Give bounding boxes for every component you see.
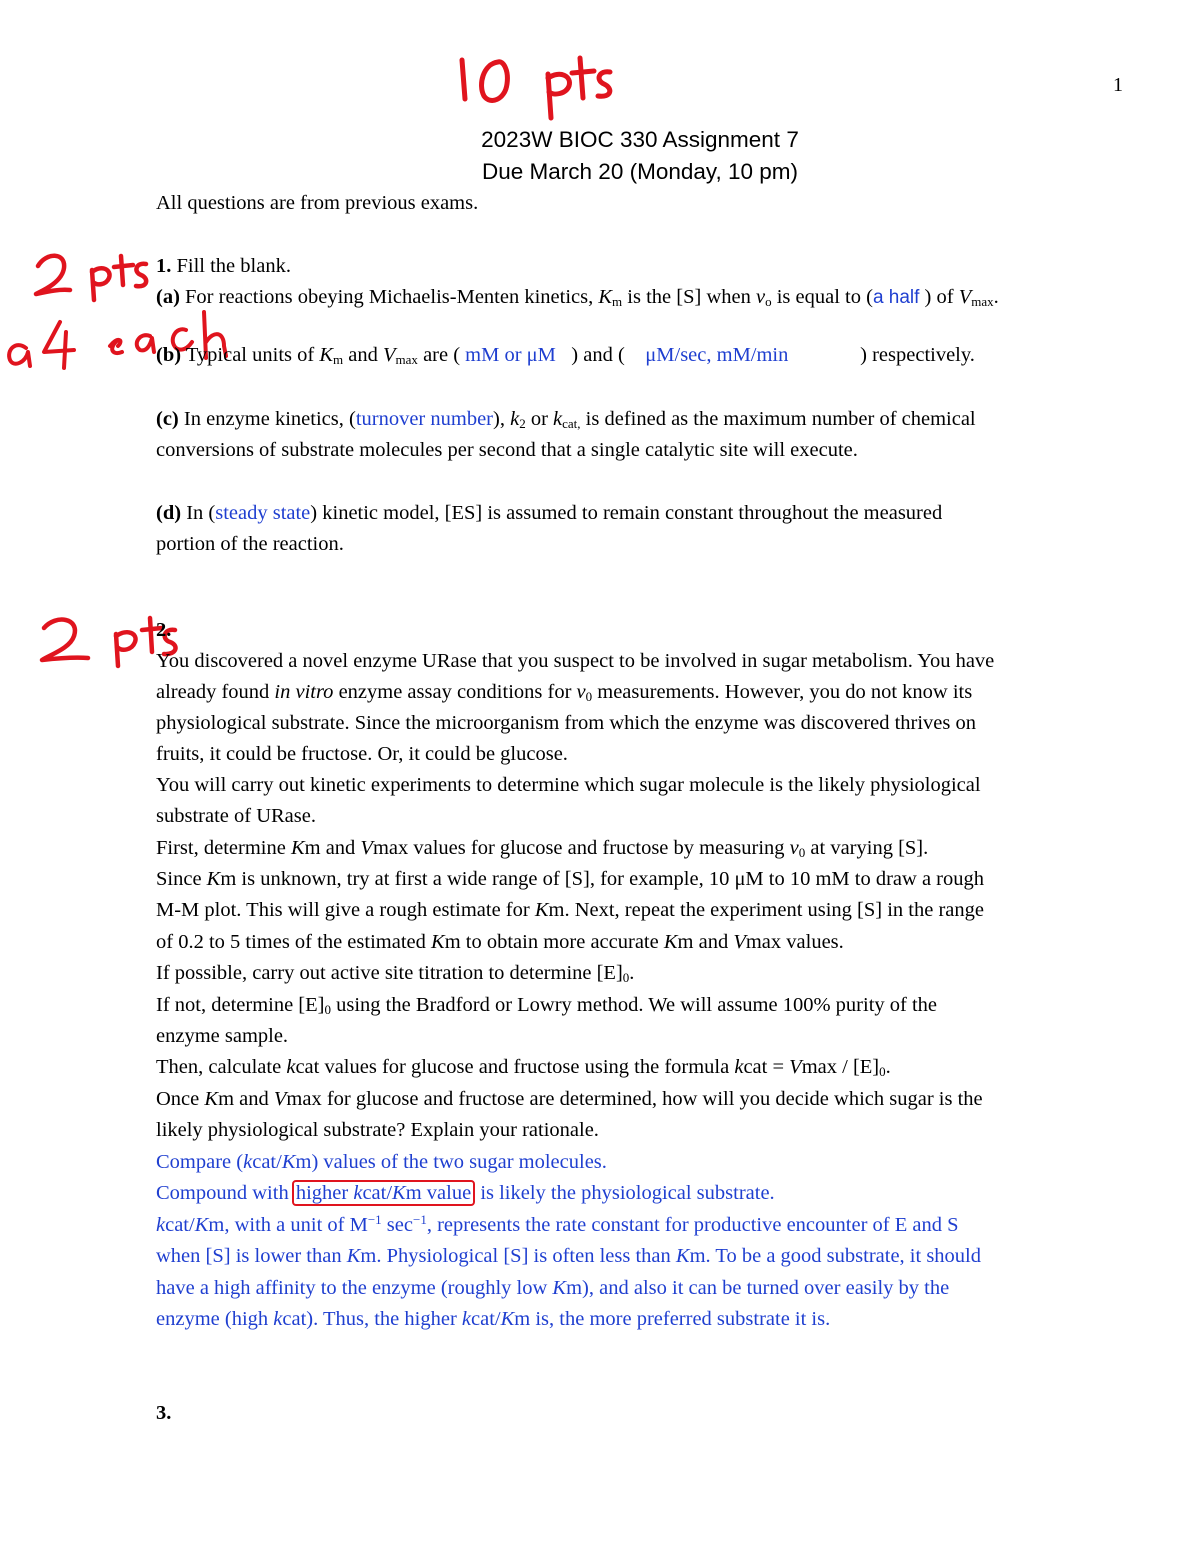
q2-answer-line-1: Compare (kcat/Km) values of the two sugar molecules.	[156, 1151, 607, 1173]
total-points-annotation	[462, 58, 610, 118]
q1-heading: 1. Fill the blank.	[156, 255, 291, 277]
q2-line-11: If possible, carry out active site titration to determine $[E]_0$.	[156, 962, 635, 985]
q1-points-annotation	[36, 256, 146, 300]
q1c-line-2: conversions of substrate molecules per second that a single catalytic site will execute.	[156, 439, 858, 461]
q1b-answer-2: μM/sec, mM/min	[645, 344, 789, 366]
q1b-line: (b) Typical units of $K_m$ and $V_{max}$ are ( mM or μM ) and ( μM/sec, mM/min ) respectively.	[156, 344, 975, 367]
q2-line-3: physiological substrate. Since the microorganism from which the enzyme was discovered thrives on	[156, 712, 976, 734]
q2-line-7: First, determine Km and Vmax values for glucose and fructose by measuring $v_0$ at varying [S].	[156, 837, 929, 860]
q2-answer-line-2: Compound with higher kcat/Km value is likely the physiological substrate.	[156, 1182, 775, 1204]
q2-line-6: substrate of URase.	[156, 805, 316, 827]
q2-line-13: enzyme sample.	[156, 1025, 289, 1047]
q2-line-4: fruits, it could be fructose. Or, it could be glucose.	[156, 743, 568, 765]
q2-number: 2.	[156, 619, 172, 641]
q1b-answer-1: mM or μM	[460, 344, 562, 366]
q2-line-16: likely physiological substrate? Explain your rationale.	[156, 1119, 599, 1141]
q2-line-14: Then, calculate kcat values for glucose and fructose using the formula kcat = Vmax / $[E]_0$.	[156, 1056, 891, 1079]
intro-text: All questions are from previous exams.	[156, 192, 479, 214]
q2-line-1: You discovered a novel enzyme URase that you suspect to be involved in sugar metabolism. You have	[156, 650, 995, 672]
q2-line-9: M-M plot. This will give a rough estimate for Km. Next, repeat the experiment using [S] in the range	[156, 899, 985, 921]
q2-line-2: already found in vitro enzyme assay conditions for $v_0$ measurements. However, you do not know its	[156, 681, 973, 704]
q2-answer-line-5: have a high affinity to the enzyme (roughly low Km), and also it can be turned over easily by the	[156, 1277, 950, 1299]
highlighted-answer-box: higher kcat/Km value	[292, 1180, 475, 1206]
q2-line-12: If not, determine $[E]_0$ using the Bradford or Lowry method. We will assume 100% purity of the	[156, 994, 938, 1017]
q1d-line-1: (d) In (steady state) kinetic model, [ES] is assumed to remain constant throughout the measured	[156, 502, 943, 524]
q2-line-8: Since Km is unknown, try at first a wide range of [S], for example, 10 μM to 10 mM to draw a rough	[156, 868, 985, 890]
q1d-answer: steady state	[215, 502, 311, 524]
q2-answer-line-4: when [S] is lower than Km. Physiological [S] is often less than Km. To be a good substrate, it should	[156, 1245, 981, 1267]
q1d-line-2: portion of the reaction.	[156, 533, 344, 555]
assignment-title: 2023W BIOC 330 Assignment 7	[481, 127, 799, 152]
q2-line-10: of 0.2 to 5 times of the estimated Km to obtain more accurate Km and Vmax values.	[156, 931, 844, 953]
q2-line-5: You will carry out kinetic experiments to determine which sugar molecule is the likely physiological	[156, 774, 981, 796]
q1a-answer: a half	[872, 287, 920, 308]
q1c-line-1: (c) In enzyme kinetics, (turnover number), $k_2$ or $k_{cat,}$ is defined as the maximum number of chemical	[156, 408, 976, 431]
q3-number: 3.	[156, 1402, 172, 1424]
page-number: 1	[1113, 74, 1123, 96]
q2-answer-line-6: enzyme (high kcat). Thus, the higher kcat/Km is, the more preferred substrate it is.	[156, 1308, 831, 1330]
q1a-line: (a) For reactions obeying Michaelis-Menten kinetics, $K_m$ is the [S] when $v_o$ is equal to (a half ) of $V_{max}$.	[156, 286, 999, 309]
q2-line-15: Once Km and Vmax for glucose and fructose are determined, how will you decide which sugar is the	[156, 1088, 983, 1110]
due-date: Due March 20 (Monday, 10 pm)	[482, 159, 798, 184]
q1c-answer: turnover number	[355, 408, 494, 430]
q2-answer-line-3: kcat/Km, with a unit of $M^{-1}$ $\sec^{-1}$, represents the rate constant for productive encounter of E and S	[156, 1212, 959, 1236]
